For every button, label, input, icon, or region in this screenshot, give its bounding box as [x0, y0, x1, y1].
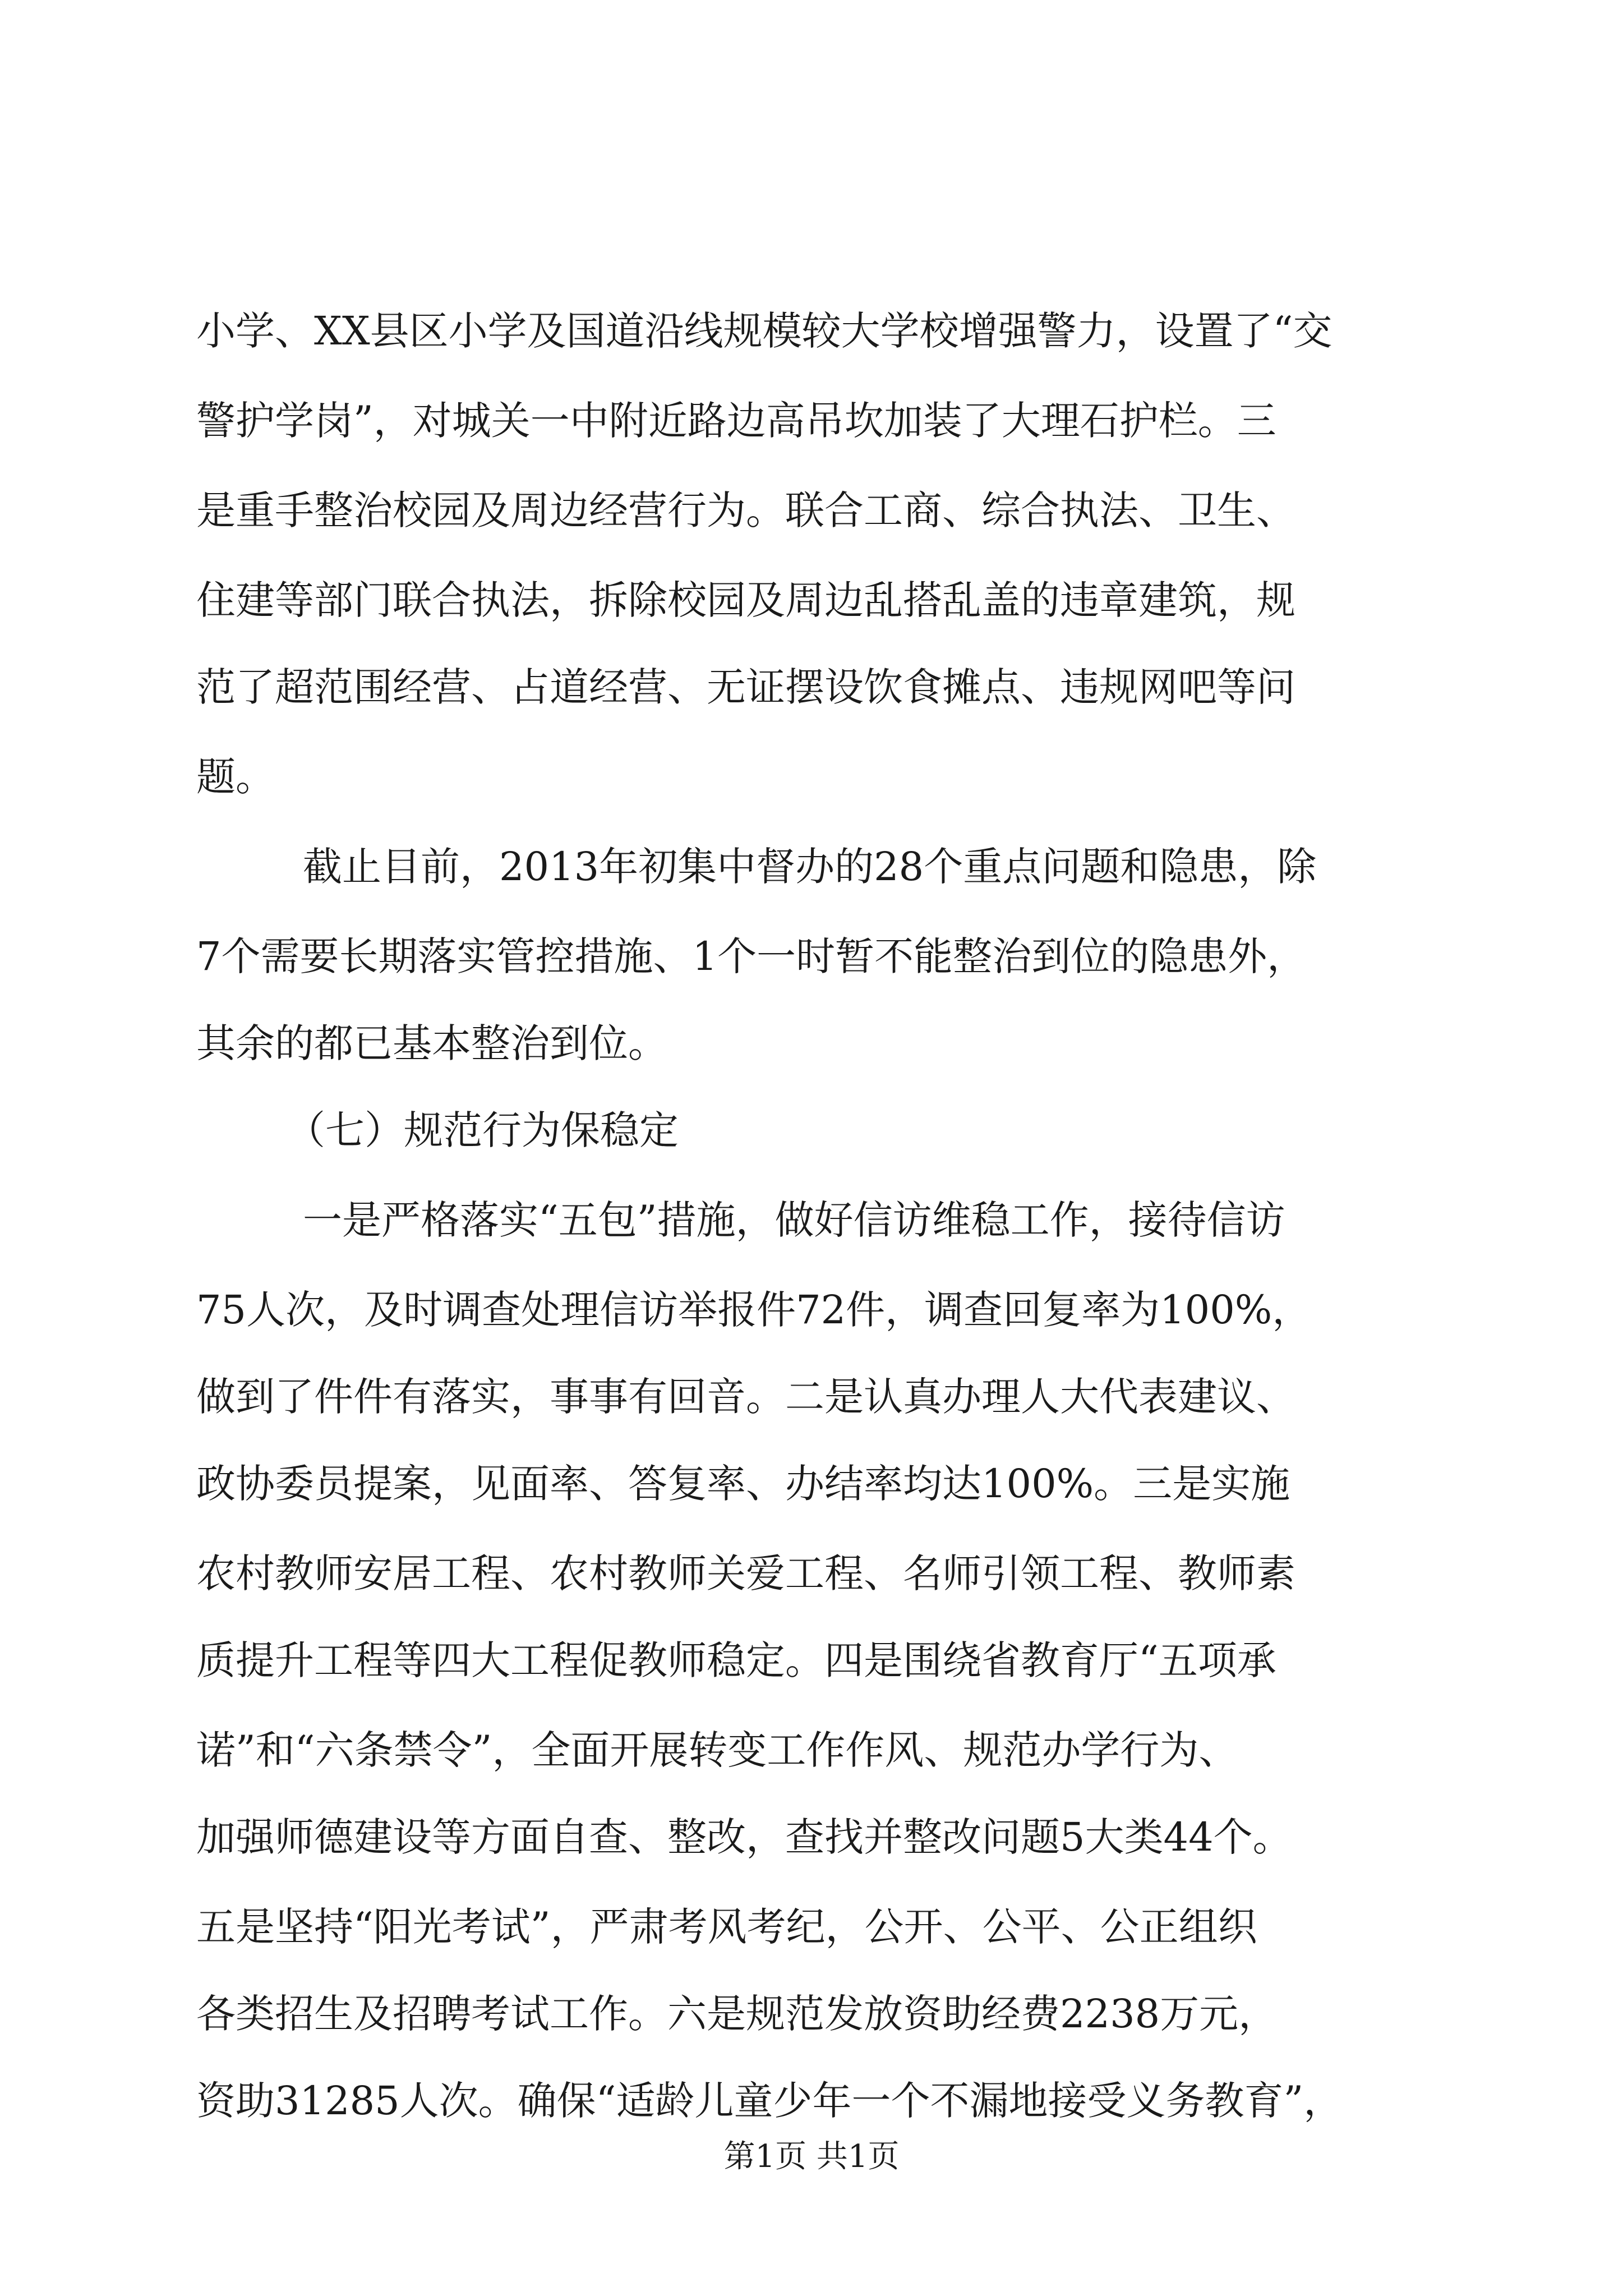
body-text-line: 质提升工程等四大工程促教师稳定。四是围绕省教育厅“五项承 [196, 1637, 1276, 1683]
body-text-line: 住建等部门联合执法，拆除校园及周边乱搭乱盖的违章建筑，规 [196, 577, 1295, 623]
body-text-line: 五是坚持“阳光考试”，严肃考风考纪，公开、公平、公正组织 [196, 1904, 1257, 1950]
body-text-line: 各类招生及招聘考试工作。六是规范发放资助经费2238万元， [196, 1991, 1278, 2037]
body-text-line: 加强师德建设等方面自查、整改，查找并整改问题5大类44个。 [196, 1814, 1292, 1860]
body-text-line: 是重手整治校园及周边经营行为。联合工商、综合执法、卫生、 [196, 487, 1295, 533]
body-text-line: 警护学岗”，对城关一中附近路边高吊坎加装了大理石护栏。三 [196, 398, 1276, 444]
body-text-line: 7个需要长期落实管控措施、1个一时暂不能整治到位的隐患外， [196, 933, 1307, 979]
body-text-line: 做到了件件有落实，事事有回音。二是认真办理人大代表建议、 [196, 1374, 1295, 1420]
body-text-line: 诺”和“六条禁令”，全面开展转变工作作风、规范办学行为、 [196, 1727, 1238, 1773]
body-text-line: 小学、XX县区小学及国道沿线规模较大学校增强警力，设置了“交 [196, 308, 1332, 354]
body-text-line: 其余的都已基本整治到位。 [196, 1020, 667, 1066]
body-text-line: 政协委员提案，见面率、答复率、办结率均达100%。三是实施 [196, 1461, 1290, 1507]
section-heading: （七）规范行为保稳定 [286, 1107, 679, 1153]
body-text-line: 农村教师安居工程、农村教师关爱工程、名师引领工程、教师素 [196, 1550, 1295, 1596]
paragraph-first-line: 一是严格落实“五包”措施，做好信访维稳工作，接待信访 [303, 1197, 1285, 1243]
body-text-line: 题。 [196, 754, 275, 800]
page-footer: 第1页 共1页 [723, 2138, 900, 2175]
body-text-line: 范了超范围经营、占道经营、无证摆设饮食摊点、违规网吧等问 [196, 664, 1295, 710]
body-text-line: 75人次，及时调查处理信访举报件72件，调查回复率为100%， [196, 1287, 1312, 1333]
body-text-line: 资助31285人次。确保“适龄儿童少年一个不漏地接受义务教育”， [196, 2078, 1343, 2124]
paragraph-first-line: 截止目前，2013年初集中督办的28个重点问题和隐患，除 [303, 844, 1317, 890]
